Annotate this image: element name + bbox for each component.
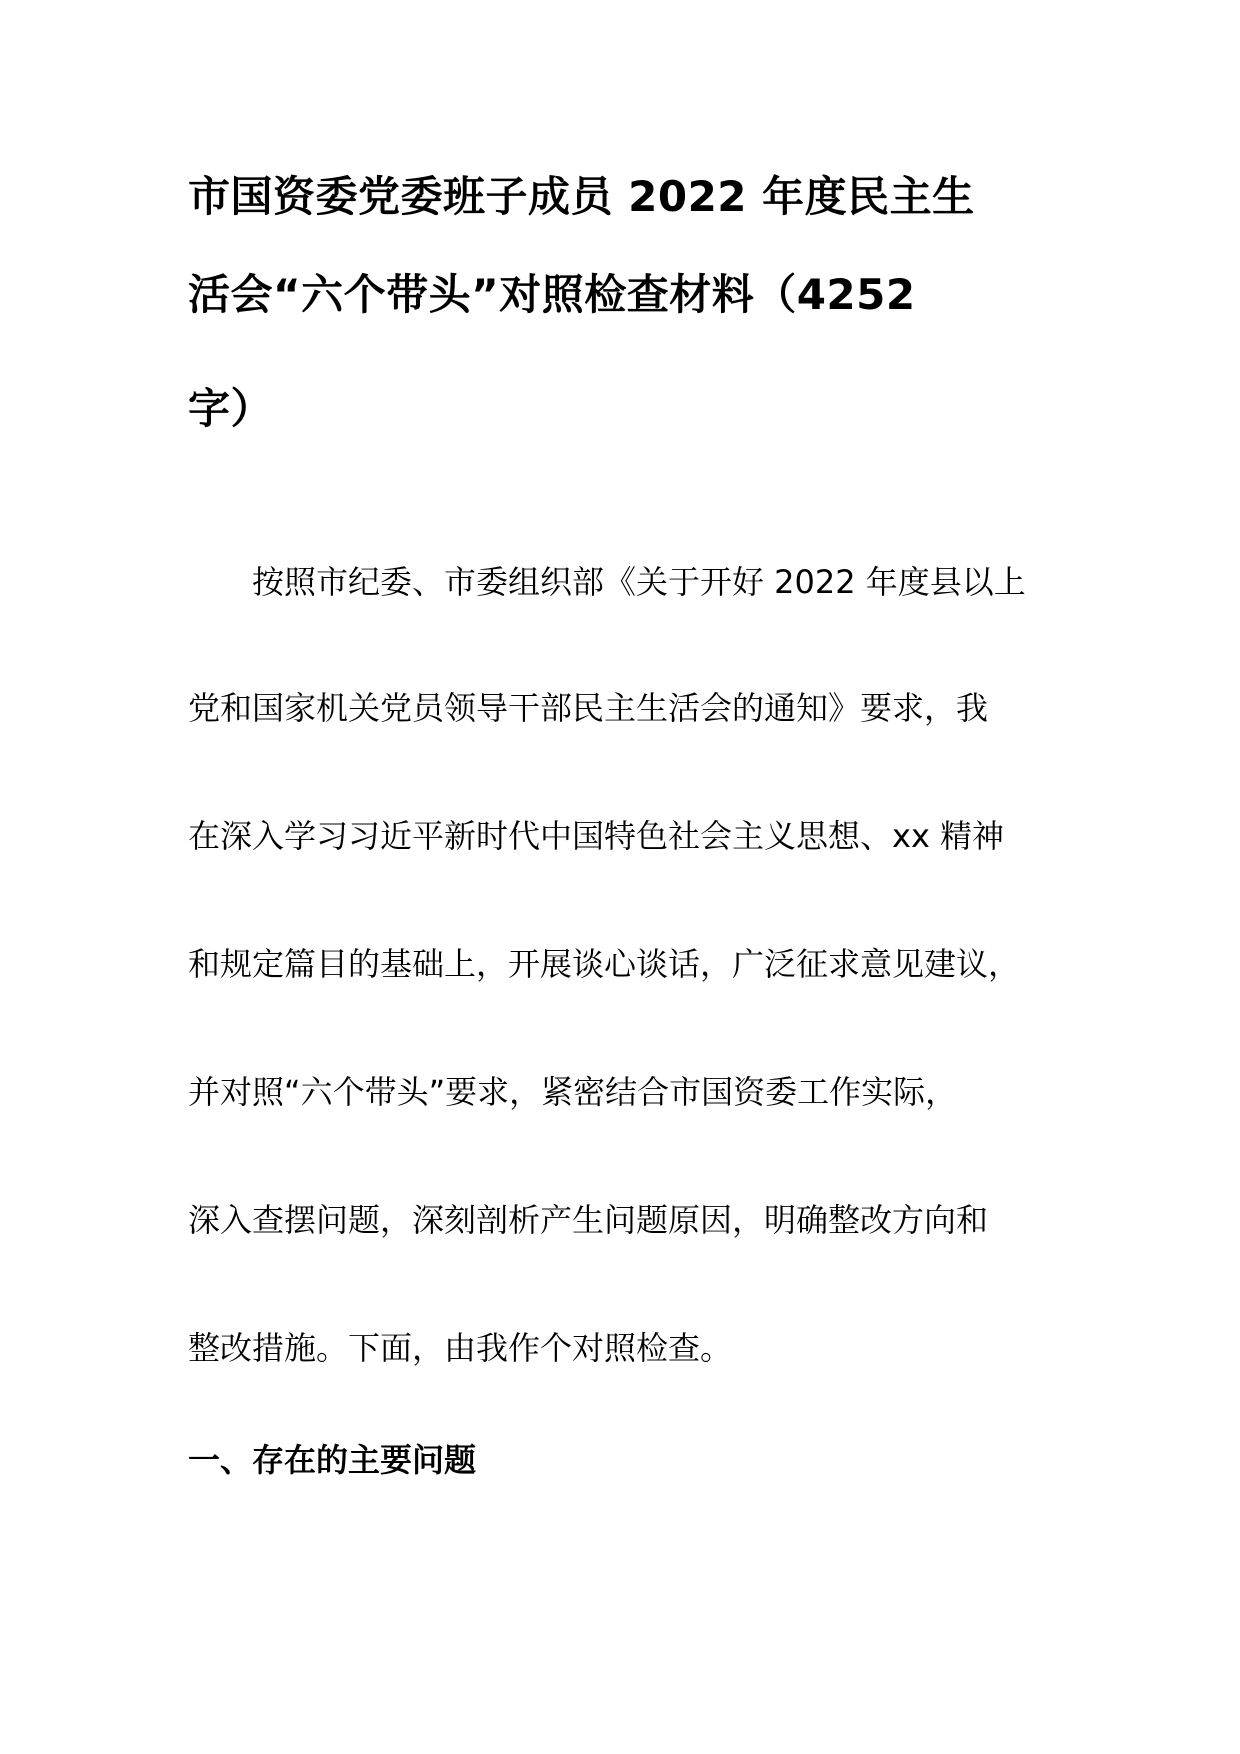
paragraph-line-6: 深入查摆问题，深刻剖析产生问题原因，明确整改方向和 (188, 1201, 989, 1239)
paragraph-line-1: 按照市纪委、市委组织部《关于开好 2022 年度县以上 (252, 563, 1026, 601)
paragraph-line-3: 在深入学习习近平新时代中国特色社会主义思想、xx 精神 (188, 817, 1005, 855)
paragraph-line-5: 并对照“六个带头”要求，紧密结合市国资委工作实际， (188, 1073, 958, 1111)
paragraph-line-7: 整改措施。下面，由我作个对照检查。 (188, 1329, 733, 1367)
document-title-line-1: 市国资委党委班子成员 2022 年度民主生 (188, 172, 975, 221)
document-title-line-3: 字） (188, 384, 274, 433)
section-heading: 一、存在的主要问题 (188, 1441, 477, 1479)
paragraph-line-4: 和规定篇目的基础上，开展谈心谈话，广泛征求意见建议， (188, 945, 1021, 983)
document-title-line-2: 活会“六个带头”对照检查材料（4252 (188, 270, 916, 319)
paragraph-line-2: 党和国家机关党员领导干部民主生活会的通知》要求，我 (188, 689, 989, 727)
